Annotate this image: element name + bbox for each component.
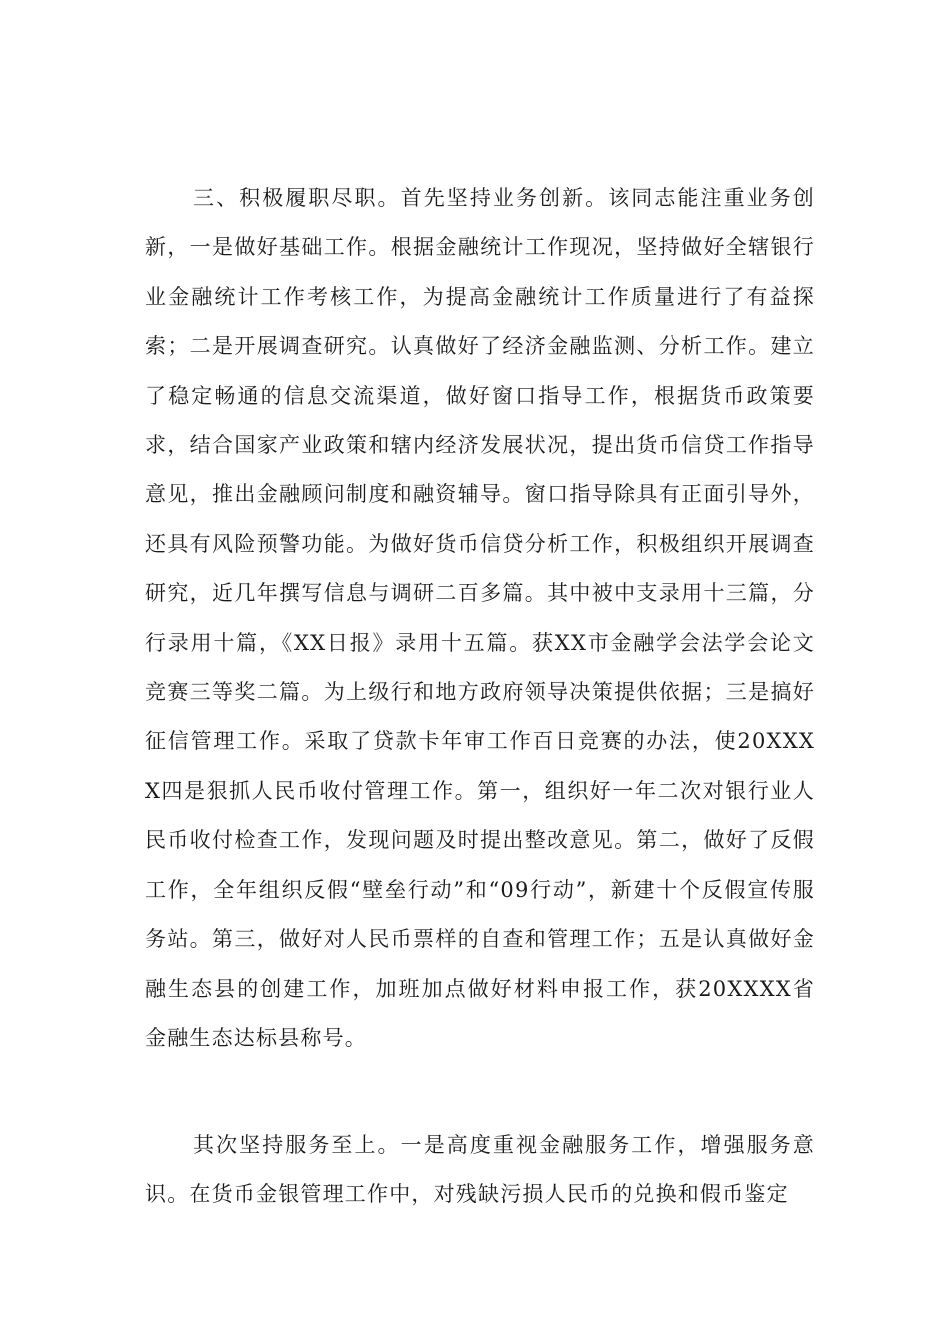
body-paragraph-2: 其次坚持服务至上。一是高度重视金融服务工作，增强服务意识。在货币金银管理工作中，对残缺污损人民币的兑换和假币鉴定	[145, 1133, 815, 1207]
body-paragraph-1: 三、积极履职尽职。首先坚持业务创新。该同志能注重业务创新，一是做好基础工作。根据金融统计工作现况，坚持做好全辖银行业金融统计工作考核工作，为提高金融统计工作质量进行了有益探索；二是开展调查研究。认真做好了经济金融监测、分析工作。建立了稳定畅通的信息交流渠道，做好窗口指导工作，根据货币政策要求，结合国家产业政策和辖内经济发展状况，提出货币信贷工作指导意见，推出金融顾问制度和融资辅导。窗口指导除具有正面引导外，还具有风险预警功能。为做好货币信贷分析工作，积极组织开展调查研究，近几年撰写信息与调研二百多篇。其中被中支录用十三篇，分行录用十篇，《XX日报》录用十五篇。获XX市金融学会法学会论文竞赛三等奖二篇。为上级行和地方政府领导决策提供依据；三是搞好征信管理工作。采取了贷款卡年审工作百日竞赛的办法，使20XXXX四是狠抓人民币收付管理工作。第一，组织好一年二次对银行业人民币收付检查工作，发现问题及时提出整改意见。第二，做好了反假工作，全年组织反假“壁垒行动”和“09行动”，新建十个反假宣传服务站。第三，做好对人民币票样的自查和管理工作；五是认真做好金融生态县的创建工作，加班加点做好材料申报工作，获20XXXX省金融生态达标县称号。	[145, 186, 815, 1050]
